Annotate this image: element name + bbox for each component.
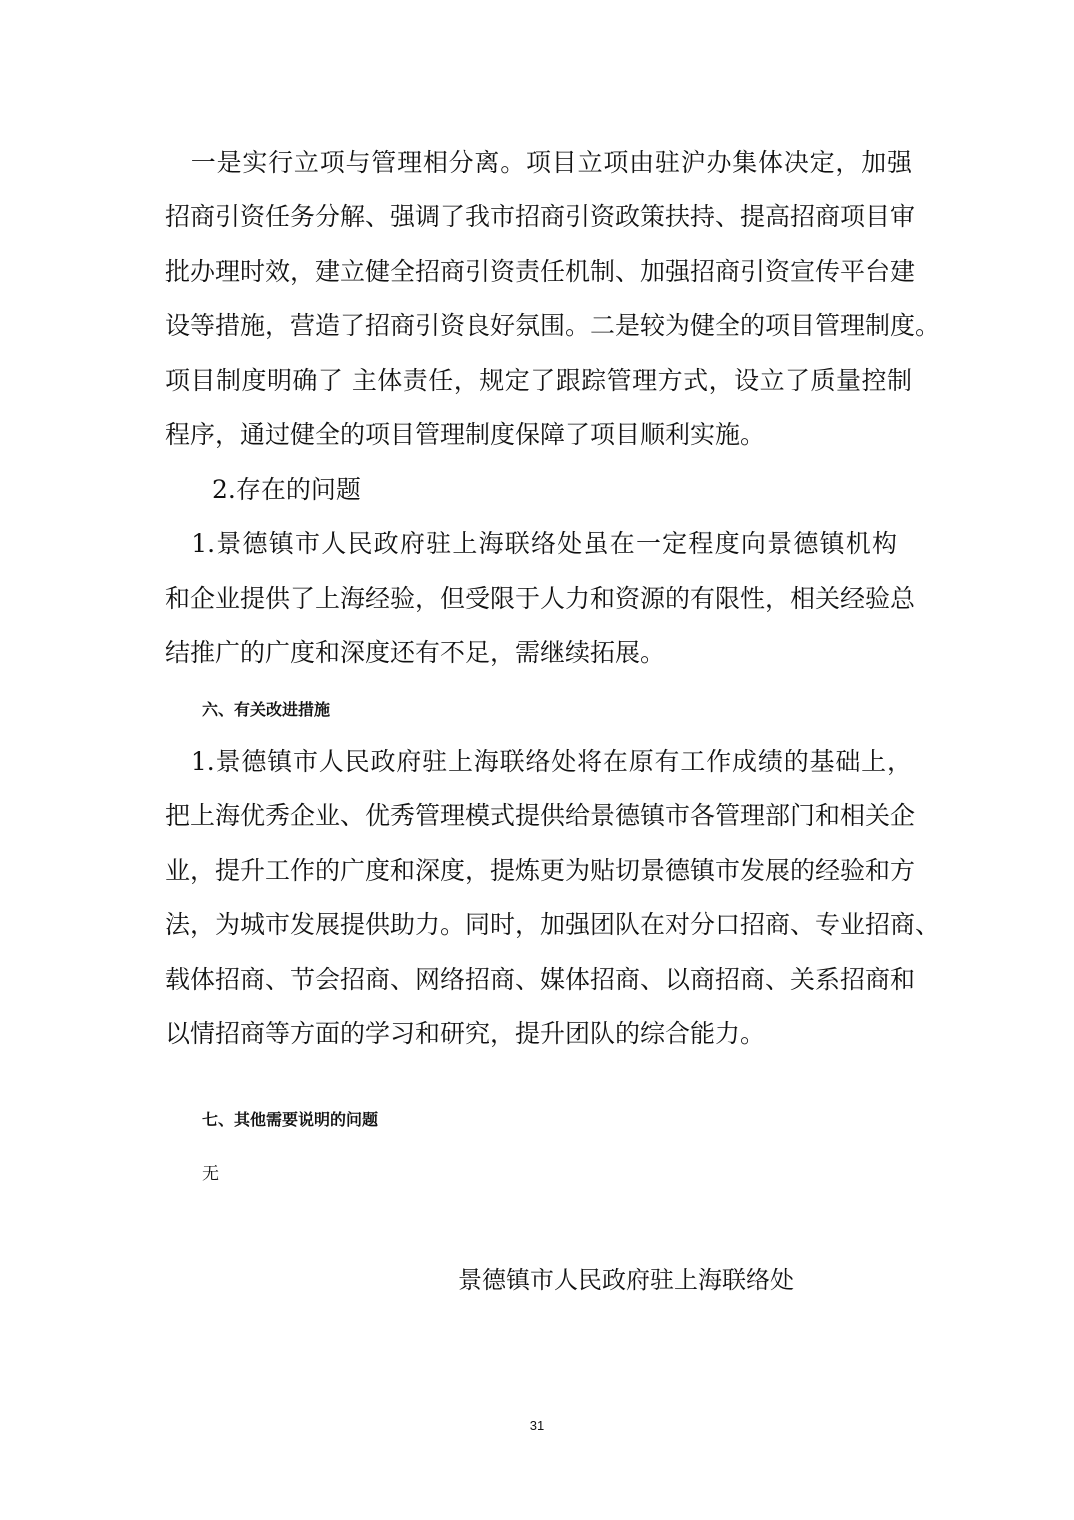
- text-line: 批办理时效，建立健全招商引资责任机制、加强招商引资宣传平台建: [165, 257, 916, 286]
- text-line: 结推广的广度和深度还有不足，需继续拓展。: [165, 638, 666, 667]
- subheading-problems: 2.存在的问题: [212, 475, 361, 504]
- text-line: 和企业提供了上海经验，但受限于人力和资源的有限性，相关经验总: [165, 584, 916, 613]
- text-line: 1.景德镇市人民政府驻上海联络处虽在一定程度向景德镇机构: [165, 529, 897, 558]
- page-number: 31: [529, 1418, 545, 1433]
- text-line: 载体招商、节会招商、网络招商、媒体招商、以商招商、关系招商和: [165, 965, 916, 994]
- text-line: 法，为城市发展提供助力。同时，加强团队在对分口招商、专业招商、: [165, 910, 941, 939]
- text-line: 招商引资任务分解、强调了我市招商引资政策扶持、提高招商项目审: [165, 202, 916, 231]
- text-line: 以情招商等方面的学习和研究，提升团队的综合能力。: [165, 1019, 766, 1048]
- text-line: 把上海优秀企业、优秀管理模式提供给景德镇市各管理部门和相关企: [165, 801, 916, 830]
- text-line: 程序，通过健全的项目管理制度保障了项目顺利实施。: [165, 420, 766, 449]
- text-line: 项目制度明确了 主体责任，规定了跟踪管理方式，设立了质量控制: [165, 366, 912, 395]
- text-line: 业，提升工作的广度和深度，提炼更为贴切景德镇市发展的经验和方: [165, 856, 916, 885]
- section-heading-other: 七、其他需要说明的问题: [202, 1110, 379, 1129]
- text-line: 设等措施，营造了招商引资良好氛围。二是较为健全的项目管理制度。: [165, 311, 941, 340]
- text-line: 1.景德镇市人民政府驻上海联络处将在原有工作成绩的基础上，: [165, 747, 912, 776]
- section-heading-improvements: 六、有关改进措施: [202, 700, 331, 719]
- section-body-none: 无: [202, 1164, 219, 1184]
- signature-organization: 景德镇市人民政府驻上海联络处: [458, 1266, 794, 1294]
- text-line: 一是实行立项与管理相分离。项目立项由驻沪办集体决定，加强: [165, 148, 912, 177]
